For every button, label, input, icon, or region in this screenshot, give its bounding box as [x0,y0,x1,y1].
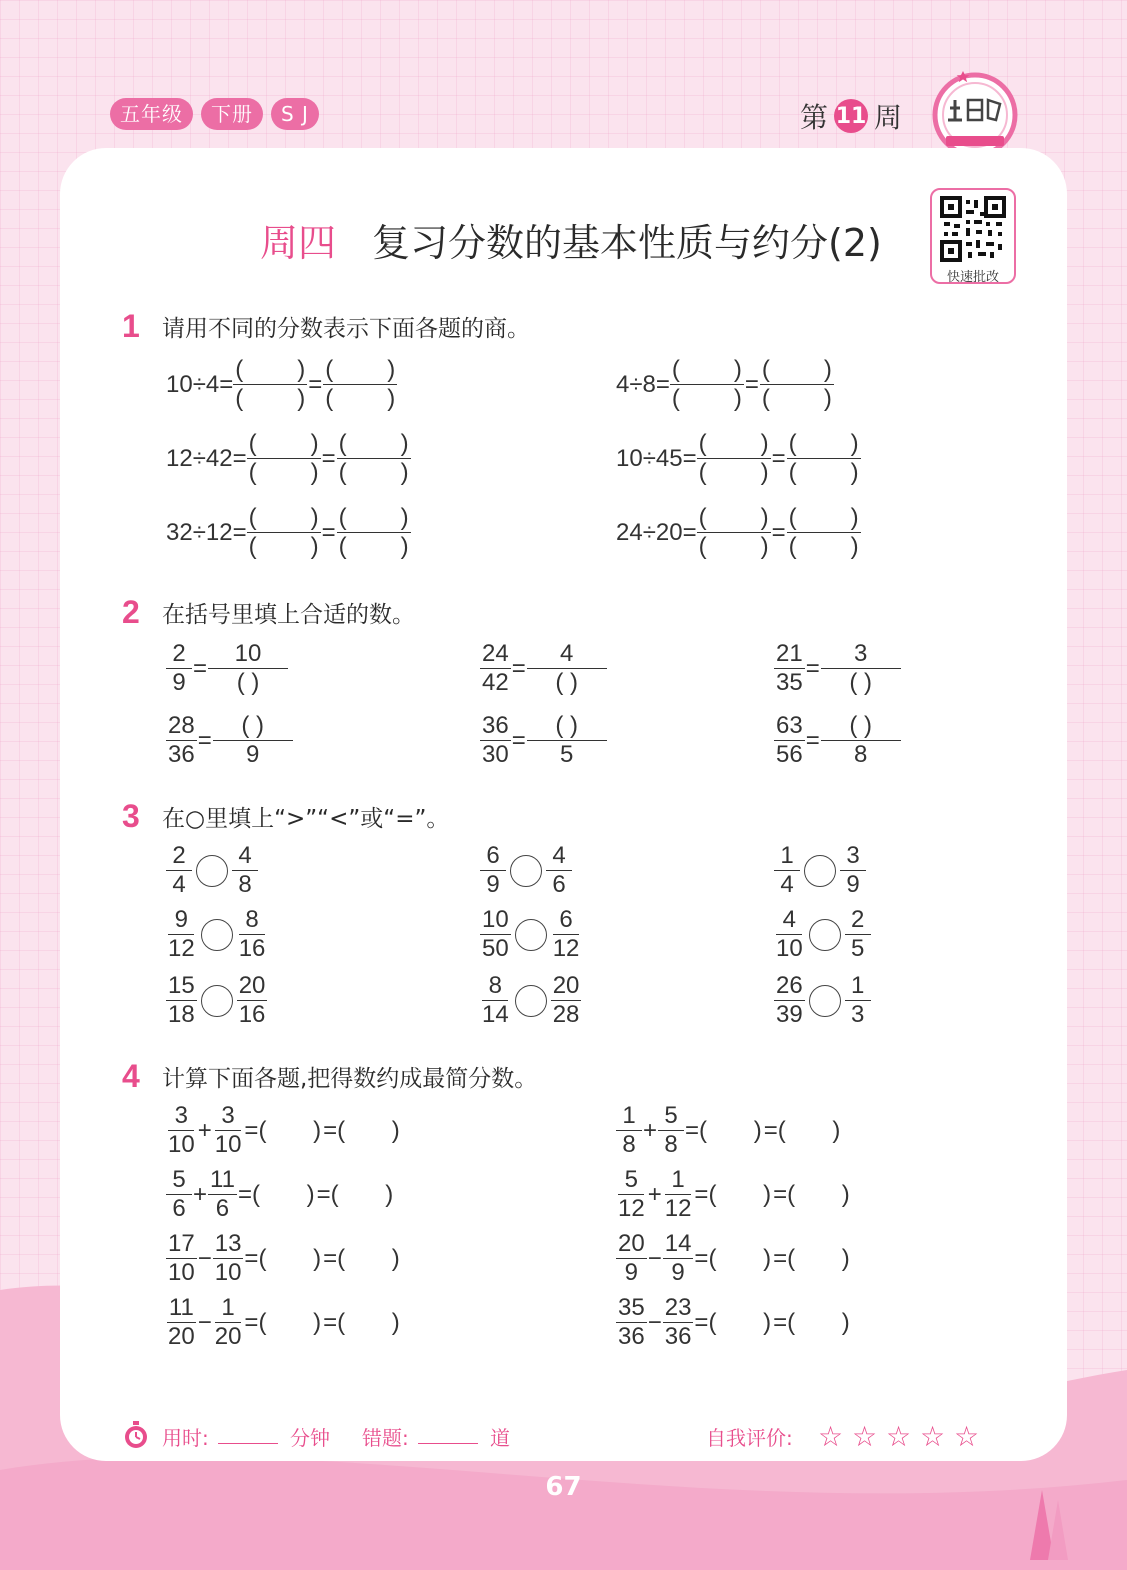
answer-fraction-blank[interactable] [670,356,744,413]
right-fraction [237,906,268,963]
answer-fraction-blank[interactable] [247,430,321,487]
week-number-badge: 11 [834,99,868,133]
denominator: 9 [246,741,260,768]
section-instruction: 在○里填上“>”“<”或“=”。 [162,806,450,832]
simplified-answer-blank[interactable]: =( ) [323,1308,400,1336]
section-2-heading [122,594,415,631]
equals-sign: = [511,726,526,754]
equals-sign: = [805,726,820,754]
left-fraction [774,972,805,1029]
qr-label: 快速批改 [946,270,999,285]
numerator-blank[interactable]: ( ) [338,430,409,457]
equivalent-fraction-problem [166,640,288,697]
comparison-problem [774,972,871,1029]
numerator: 1 [845,972,871,1001]
compare-circle[interactable] [201,919,233,951]
left-fraction [480,906,511,963]
grade-tag: 五年级 [110,98,193,130]
division-expression: 12÷42= [166,444,247,472]
operator: + [643,1116,658,1144]
denominator-blank[interactable]: ( ) [248,533,319,560]
qr-code-icon [940,196,1006,262]
edition-tag: S J [271,98,319,130]
week-suffix: 周 [874,101,903,134]
operator: − [197,1308,212,1336]
denominator: 50 [482,935,509,962]
division-problem [616,504,861,561]
denominator: ( ) [555,669,579,696]
numerator: 5 [618,1166,644,1195]
left-fraction [480,842,506,899]
numerator: 20 [618,1230,645,1257]
denominator: 39 [776,1001,803,1028]
answer-fraction-blank[interactable] [787,504,861,561]
numerator-blank[interactable]: ( ) [698,504,769,531]
calculation-problem [616,1166,851,1223]
answer-blank[interactable]: =( ) [244,1308,322,1336]
denominator: 5 [560,741,574,768]
answer-fraction-blank[interactable] [323,356,397,413]
numerator-blank[interactable]: ( ) [671,356,742,383]
second-fraction [213,1102,244,1159]
section-number: 3 [122,798,140,834]
errors-unit: 道 [490,1426,510,1450]
self-eval-stars[interactable]: ☆ ☆ ☆ ☆ ☆ [818,1420,980,1453]
given-fraction [166,712,197,769]
numerator-blank[interactable]: ( ) [698,430,769,457]
comparison-problem [480,842,572,899]
equals-sign: = [321,518,336,546]
brand-logo-icon [930,70,1020,160]
answer-blank[interactable]: =( ) [685,1116,762,1144]
denominator: 4 [780,871,794,898]
self-eval-label: 自我评价: [706,1426,793,1450]
title-topic: 复习分数的基本性质与约分(2) [372,221,882,265]
denominator-blank[interactable]: ( ) [338,459,409,486]
given-fraction [166,640,192,697]
page-title [260,212,882,267]
division-problem [166,356,397,413]
simplified-answer-blank[interactable]: =( ) [773,1244,850,1272]
denominator: 14 [482,1001,509,1028]
volume-tag: 下册 [201,98,263,130]
week-indicator [800,96,902,136]
numerator: ( ) [527,712,607,741]
numerator: 1 [665,1166,691,1195]
denominator: 12 [664,1195,692,1222]
denominator: 6 [172,1195,186,1222]
answer-fraction-blank[interactable] [337,430,411,487]
numerator: 2 [166,842,192,871]
denominator: 9 [486,871,500,898]
equals-sign: = [805,654,820,682]
denominator: 10 [214,1131,242,1158]
section-instruction: 请用不同的分数表示下面各题的商。 [162,316,530,342]
compare-circle[interactable] [515,919,547,951]
numerator: 15 [168,972,195,999]
calculation-problem [166,1294,401,1351]
denominator: 36 [168,741,195,768]
equals-sign: = [771,518,786,546]
denominator: 8 [622,1131,636,1158]
denominator: 6 [552,871,566,898]
answer-fraction-blank[interactable] [787,430,861,487]
numerator: 1 [215,1294,241,1323]
title-day: 周四 [260,221,337,265]
equivalent-fraction-problem [166,712,293,769]
numerator: 4 [527,640,607,669]
right-fraction [840,842,866,899]
answer-fraction-blank[interactable] [697,504,771,561]
left-fraction [774,906,805,963]
equivalent-fraction-problem [480,640,607,697]
numerator: 5 [166,1166,192,1195]
numerator: 63 [776,712,803,739]
equivalent-fraction-problem [774,712,901,769]
denominator-blank[interactable]: ( ) [248,459,319,486]
section-instruction: 在括号里填上合适的数。 [162,602,415,628]
numerator: 3 [840,842,866,871]
answer-fraction[interactable] [208,640,288,697]
denominator: 9 [624,1259,639,1286]
division-problem [616,356,834,413]
division-problem [616,430,861,487]
numerator: 24 [482,640,509,667]
numerator: 17 [168,1230,195,1257]
numerator: 23 [664,1294,692,1321]
answer-fraction-blank[interactable] [247,504,321,561]
footer-bar [60,1418,1067,1454]
section-4-heading [122,1058,537,1095]
stopwatch-icon [122,1420,150,1450]
given-fraction [480,712,511,769]
answer-fraction[interactable] [821,712,901,769]
compare-circle[interactable] [804,855,836,887]
section-number: 1 [122,308,140,344]
second-fraction [208,1166,237,1223]
comparison-problem [774,842,866,899]
second-fraction [658,1102,684,1159]
simplified-answer-blank[interactable]: =( ) [763,1116,841,1144]
comparison-problem [166,842,258,899]
given-fraction [774,640,805,697]
answer-fraction-blank[interactable] [760,356,834,413]
right-fraction [232,842,258,899]
numerator: 3 [215,1102,241,1131]
answer-blank[interactable]: =( ) [244,1116,322,1144]
numerator-blank[interactable]: ( ) [338,504,409,531]
numerator: 8 [482,972,508,1001]
second-fraction [213,1230,244,1287]
numerator: 4 [546,842,572,871]
comparison-problem [480,972,581,1029]
calculation-problem [616,1294,851,1351]
numerator: 2 [166,640,192,669]
second-fraction [663,1166,694,1223]
denominator: 5 [851,935,865,962]
denominator: 16 [238,935,266,962]
answer-fraction[interactable] [213,712,293,769]
denominator: 30 [482,741,509,768]
denominator: 6 [215,1195,230,1222]
given-fraction [480,640,511,697]
denominator: 18 [168,1001,195,1028]
numerator-blank[interactable]: ( ) [788,504,859,531]
numerator: 11 [210,1166,235,1193]
division-expression: 24÷20= [616,518,697,546]
right-fraction [845,972,871,1029]
denominator: 12 [552,935,580,962]
denominator: 8 [854,741,868,768]
denominator: 56 [776,741,803,768]
operator: − [647,1308,662,1336]
comparison-problem [774,906,871,963]
denominator-blank[interactable]: ( ) [338,533,409,560]
numerator-blank[interactable]: ( ) [325,356,396,383]
numerator: ( ) [821,712,901,741]
qr-code[interactable] [930,188,1016,284]
numerator: 13 [214,1230,242,1257]
equivalent-fraction-problem [774,640,901,697]
first-fraction [166,1294,197,1351]
first-fraction [616,1230,647,1287]
division-expression: 4÷8= [616,370,670,398]
simplified-answer-blank[interactable]: =( ) [323,1244,400,1272]
division-expression: 10÷45= [616,444,697,472]
errors-label: 错题: [362,1426,409,1450]
answer-blank[interactable]: =( ) [237,1180,315,1208]
division-problem [166,504,411,561]
section-number: 4 [122,1058,140,1094]
compare-circle[interactable] [809,985,841,1017]
denominator: ( ) [849,669,873,696]
numerator: 11 [168,1294,194,1321]
simplified-answer-blank[interactable]: =( ) [773,1180,850,1208]
denominator: 28 [552,1001,580,1028]
denominator-blank[interactable]: ( ) [788,533,859,560]
numerator: 14 [664,1230,692,1257]
numerator: 8 [239,906,265,935]
second-fraction [663,1230,694,1287]
numerator: 2 [845,906,871,935]
section-number: 2 [122,594,140,630]
comparison-problem [166,972,267,1029]
equals-sign: = [771,444,786,472]
comparison-problem [480,906,581,963]
numerator: 20 [552,972,580,999]
numerator: 6 [480,842,506,871]
denominator: 20 [214,1323,242,1350]
numerator: 9 [168,906,194,935]
denominator: 12 [168,935,195,962]
answer-fraction[interactable] [527,640,607,697]
numerator-blank[interactable]: ( ) [248,504,319,531]
right-fraction [845,906,871,963]
second-fraction [663,1294,694,1351]
first-fraction [616,1166,647,1223]
right-fraction [546,842,572,899]
calculation-problem [166,1166,394,1223]
second-fraction [213,1294,244,1351]
equals-sign: = [744,370,759,398]
week-prefix: 第 [800,101,829,134]
answer-blank[interactable]: =( ) [244,1244,322,1272]
page-number: 67 [545,1472,582,1502]
numerator: 10 [208,640,288,669]
answer-fraction[interactable] [821,640,901,697]
numerator-blank[interactable]: ( ) [235,356,306,383]
denominator: 3 [851,1001,865,1028]
compare-circle[interactable] [510,855,542,887]
calculation-problem [166,1230,401,1287]
section-instruction: 计算下面各题,把得数约成最简分数。 [162,1066,538,1092]
grade-tags [110,98,319,130]
operator: + [197,1116,212,1144]
answer-fraction-blank[interactable] [337,504,411,561]
denominator-blank[interactable]: ( ) [235,385,306,412]
denominator-blank[interactable]: ( ) [788,459,859,486]
compare-circle[interactable] [515,985,547,1017]
numerator: 3 [168,1102,194,1131]
denominator: 10 [214,1259,242,1286]
denominator: 9 [671,1259,685,1286]
left-fraction [166,842,192,899]
denominator: 9 [172,669,186,696]
equals-sign: = [197,726,212,754]
denominator: 42 [482,669,509,696]
numerator: ( ) [213,712,293,741]
compare-circle[interactable] [809,919,841,951]
answer-blank[interactable]: =( ) [694,1244,772,1272]
operator: − [647,1244,662,1272]
denominator: 10 [776,935,803,962]
calculation-problem [166,1102,401,1159]
left-fraction [166,972,197,1029]
time-unit: 分钟 [290,1426,330,1450]
errors-input[interactable] [418,1422,478,1444]
numerator: 35 [618,1294,645,1321]
denominator: 4 [172,871,186,898]
denominator: 36 [618,1323,645,1350]
division-expression: 32÷12= [166,518,247,546]
denominator: 35 [776,669,803,696]
denominator: 16 [238,1001,266,1028]
numerator-blank[interactable]: ( ) [248,430,319,457]
first-fraction [166,1166,192,1223]
answer-fraction[interactable] [527,712,607,769]
simplified-answer-blank[interactable]: =( ) [323,1116,400,1144]
denominator-blank[interactable]: ( ) [761,385,832,412]
numerator: 20 [238,972,266,999]
denominator-blank[interactable]: ( ) [698,533,769,560]
right-fraction [551,906,582,963]
section-1-heading [122,308,530,345]
first-fraction [616,1102,642,1159]
calculation-problem [616,1230,851,1287]
first-fraction [166,1230,197,1287]
section-3-heading [122,798,449,835]
numerator: 3 [821,640,901,669]
operator: − [197,1244,212,1272]
numerator: 4 [776,906,802,935]
right-fraction [237,972,268,1029]
equals-sign: = [308,370,323,398]
equals-sign: = [511,654,526,682]
denominator-blank[interactable]: ( ) [671,385,742,412]
denominator: 12 [618,1195,645,1222]
numerator-blank[interactable]: ( ) [761,356,832,383]
right-fraction [551,972,582,1029]
denominator: 10 [168,1131,195,1158]
numerator-blank[interactable]: ( ) [788,430,859,457]
simplified-answer-blank[interactable]: =( ) [316,1180,394,1208]
first-fraction [616,1294,647,1351]
numerator: 28 [168,712,195,739]
compare-circle[interactable] [201,985,233,1017]
operator: + [193,1180,208,1208]
denominator: 8 [664,1131,678,1158]
answer-blank[interactable]: =( ) [694,1308,772,1336]
division-expression: 10÷4= [166,370,234,398]
numerator: 1 [774,842,800,871]
denominator-blank[interactable]: ( ) [698,459,769,486]
denominator: 10 [168,1259,195,1286]
numerator: 21 [776,640,803,667]
numerator: 5 [658,1102,684,1131]
denominator-blank[interactable]: ( ) [325,385,396,412]
answer-fraction-blank[interactable] [697,430,771,487]
denominator: 8 [238,871,252,898]
denominator: 20 [168,1323,195,1350]
simplified-answer-blank[interactable]: =( ) [773,1308,850,1336]
left-fraction [480,972,511,1029]
answer-fraction-blank[interactable] [233,356,307,413]
calculation-problem [616,1102,841,1159]
numerator: 4 [232,842,258,871]
division-problem [166,430,411,487]
compare-circle[interactable] [196,855,228,887]
answer-blank[interactable]: =( ) [694,1180,772,1208]
equals-sign: = [193,654,208,682]
given-fraction [774,712,805,769]
denominator: ( ) [236,669,260,696]
operator: + [647,1180,662,1208]
left-fraction [774,842,800,899]
first-fraction [166,1102,197,1159]
numerator: 26 [776,972,803,999]
denominator: 36 [664,1323,692,1350]
denominator: 9 [846,871,860,898]
equals-sign: = [321,444,336,472]
left-fraction [166,906,197,963]
numerator: 36 [482,712,509,739]
comparison-problem [166,906,267,963]
time-input[interactable] [218,1422,278,1444]
numerator: 6 [553,906,579,935]
equivalent-fraction-problem [480,712,607,769]
numerator: 1 [616,1102,642,1131]
numerator: 10 [482,906,509,933]
time-label: 用时: [162,1426,209,1450]
worksheet-card [60,148,1067,1461]
